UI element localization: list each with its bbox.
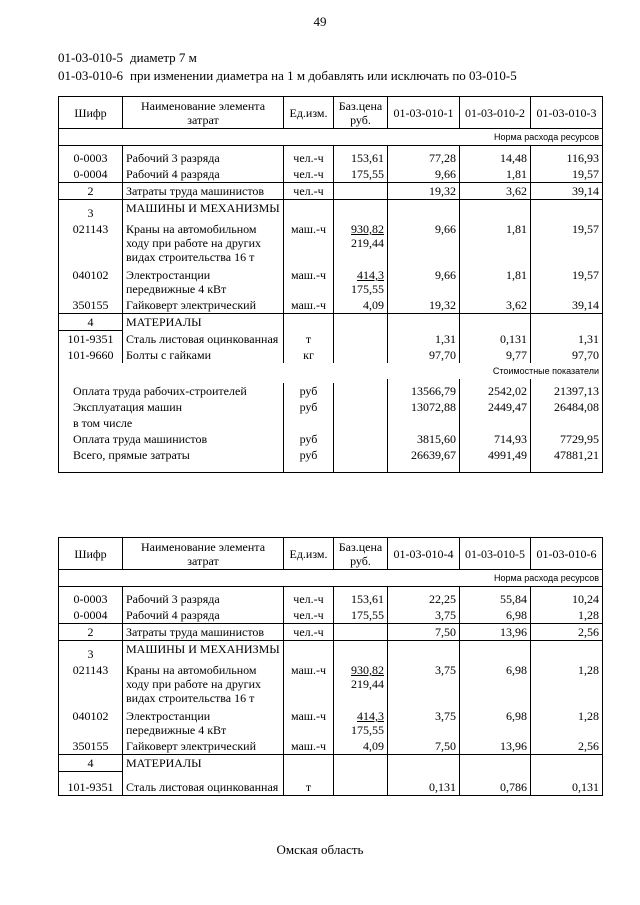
section-code: 4 (59, 755, 123, 772)
row-value: 14,48 (460, 150, 531, 166)
summary-value: 3815,60 (388, 431, 460, 447)
row-value: 9,77 (460, 347, 531, 363)
row-unit: маш.-ч (284, 221, 334, 265)
row-value: 6,98 (460, 607, 531, 624)
row-code: 101-9351 (59, 772, 123, 796)
col-header-code: 01-03-010-5 (460, 538, 531, 570)
row-value: 0,131 (388, 772, 460, 796)
row-value: 1,81 (460, 221, 531, 265)
row-value: 2,56 (531, 738, 603, 755)
row-unit: чел.-ч (284, 183, 334, 200)
row-value: 1,31 (388, 331, 460, 348)
section-row (59, 641, 603, 663)
summary-unit: руб (284, 447, 334, 473)
summary-value: 714,93 (460, 431, 531, 447)
row-value: 3,62 (460, 183, 531, 200)
header-code: 01-03-010-6 (58, 68, 123, 83)
row-value: 19,57 (531, 166, 603, 183)
row-unit: чел.-ч (284, 591, 334, 607)
row-value: 13,96 (460, 624, 531, 641)
table-row (59, 706, 603, 738)
row-value: 39,14 (531, 297, 603, 314)
table-row (59, 183, 603, 200)
summary-label: Эксплуатация машин (59, 399, 284, 415)
row-value: 3,62 (460, 297, 531, 314)
summary-label: Оплата труда машинистов (59, 431, 284, 447)
row-name: Затраты труда машинистов (123, 183, 284, 200)
table-row (59, 347, 603, 363)
row-name: Болты с гайками (123, 347, 284, 363)
table-row (59, 150, 603, 166)
row-name: Рабочий 3 разряда (123, 591, 284, 607)
section-row (59, 755, 603, 772)
row-price: 175,55 (334, 607, 388, 624)
row-value: 1,28 (531, 607, 603, 624)
row-code: 2 (59, 183, 123, 200)
row-value: 1,31 (531, 331, 603, 348)
header-line-1 (58, 50, 197, 66)
summary-value: 13566,79 (388, 383, 460, 399)
table-row (59, 624, 603, 641)
col-header-shifr: Шифр (59, 538, 123, 570)
summary-label: Всего, прямые затраты (59, 447, 284, 473)
row-price: 153,61 (334, 591, 388, 607)
summary-value: 2449,47 (460, 399, 531, 415)
summary-value: 13072,88 (388, 399, 460, 415)
col-header-shifr: Шифр (59, 97, 123, 129)
summary-label: в том числе (59, 415, 284, 431)
row-value: 0,131 (531, 772, 603, 796)
summary-value: 47881,21 (531, 447, 603, 473)
row-value: 0,786 (460, 772, 531, 796)
row-value: 0,131 (460, 331, 531, 348)
summary-unit: руб (284, 431, 334, 447)
table-row (59, 265, 603, 297)
row-unit: т (284, 772, 334, 796)
row-value: 1,81 (460, 265, 531, 297)
row-name: Электростанции передвижные 4 кВт (123, 265, 284, 297)
row-name: Гайковерт электрический (123, 297, 284, 314)
row-value: 19,57 (531, 265, 603, 297)
section-title: МАТЕРИАЛЫ (123, 755, 284, 772)
section-row (59, 200, 603, 222)
subheader-norms: Норма расхода ресурсов (59, 570, 603, 587)
table-row (59, 772, 603, 796)
subheader-cost: Стоимостные показатели (59, 363, 603, 379)
col-header-code: 01-03-010-3 (531, 97, 603, 129)
row-value: 116,93 (531, 150, 603, 166)
row-name: Краны на автомобильном ходу при работе на других видах строительства 16 т (123, 662, 284, 706)
row-name: Краны на автомобильном ходу при работе на других видах строительства 16 т (123, 221, 284, 265)
row-unit: чел.-ч (284, 624, 334, 641)
section-code: 3 (59, 641, 123, 663)
table-row (59, 738, 603, 755)
row-unit: кг (284, 347, 334, 363)
subheader-norms: Норма расхода ресурсов (59, 129, 603, 146)
row-price-secondary: 175,55 (351, 723, 384, 737)
col-header-unit: Ед.изм. (284, 97, 334, 129)
row-value: 3,75 (388, 607, 460, 624)
summary-row (59, 383, 603, 399)
summary-value: 2542,02 (460, 383, 531, 399)
row-name: Затраты труда машинистов (123, 624, 284, 641)
row-name: Гайковерт электрический (123, 738, 284, 755)
row-unit: чел.-ч (284, 607, 334, 624)
row-value: 77,28 (388, 150, 460, 166)
col-header-price: Баз.цена руб. (334, 97, 388, 129)
row-code: 040102 (59, 265, 123, 297)
row-code: 0-0004 (59, 166, 123, 183)
row-value: 9,66 (388, 265, 460, 297)
row-code: 040102 (59, 706, 123, 738)
row-value: 1,28 (531, 706, 603, 738)
col-header-price: Баз.цена руб. (334, 538, 388, 570)
row-value: 9,66 (388, 221, 460, 265)
table-row (59, 591, 603, 607)
summary-row (59, 447, 603, 473)
col-header-unit: Ед.изм. (284, 538, 334, 570)
row-value: 19,57 (531, 221, 603, 265)
resource-table-2 (58, 537, 603, 796)
row-code: 0-0004 (59, 607, 123, 624)
col-header-name: Наименование элемента затрат (123, 538, 284, 570)
row-value: 97,70 (531, 347, 603, 363)
row-code: 101-9660 (59, 347, 123, 363)
row-name: Сталь листовая оцинкованная (123, 772, 284, 796)
row-value: 13,96 (460, 738, 531, 755)
row-price: 414,3 (357, 268, 384, 282)
row-code: 350155 (59, 738, 123, 755)
row-unit: чел.-ч (284, 166, 334, 183)
summary-value: 7729,95 (531, 431, 603, 447)
row-code: 0-0003 (59, 591, 123, 607)
row-value: 3,75 (388, 662, 460, 706)
row-value: 2,56 (531, 624, 603, 641)
row-value: 10,24 (531, 591, 603, 607)
row-unit: чел.-ч (284, 150, 334, 166)
table-row (59, 166, 603, 183)
table-row (59, 607, 603, 624)
row-price: 930,82 (351, 663, 384, 677)
row-code: 021143 (59, 221, 123, 265)
row-unit: маш.-ч (284, 706, 334, 738)
row-code: 0-0003 (59, 150, 123, 166)
section-title: МАШИНЫ И МЕХАНИЗМЫ (123, 200, 284, 222)
resource-table-1 (58, 96, 603, 473)
footer-region: Омская область (276, 842, 364, 857)
row-value: 6,98 (460, 706, 531, 738)
row-value: 6,98 (460, 662, 531, 706)
row-price: 930,82 (351, 222, 384, 236)
row-price: 153,61 (334, 150, 388, 166)
row-name: Рабочий 4 разряда (123, 607, 284, 624)
summary-unit: руб (284, 383, 334, 399)
table-row (59, 662, 603, 706)
row-value: 19,32 (388, 297, 460, 314)
row-code: 021143 (59, 662, 123, 706)
header-code: 01-03-010-5 (58, 50, 123, 65)
row-price-secondary: 175,55 (351, 282, 384, 296)
row-value: 1,81 (460, 166, 531, 183)
row-unit: маш.-ч (284, 738, 334, 755)
row-price: 414,3 (357, 709, 384, 723)
summary-value: 4991,49 (460, 447, 531, 473)
section-code: 4 (59, 314, 123, 331)
row-code: 350155 (59, 297, 123, 314)
col-header-code: 01-03-010-2 (460, 97, 531, 129)
table-row (59, 331, 603, 348)
row-name: Рабочий 3 разряда (123, 150, 284, 166)
row-value: 22,25 (388, 591, 460, 607)
row-value: 97,70 (388, 347, 460, 363)
section-title: МАТЕРИАЛЫ (123, 314, 284, 331)
row-value: 7,50 (388, 738, 460, 755)
row-unit: маш.-ч (284, 297, 334, 314)
row-value: 3,75 (388, 706, 460, 738)
row-price: 4,09 (334, 297, 388, 314)
row-price-secondary: 219,44 (351, 236, 384, 250)
col-header-code: 01-03-010-6 (531, 538, 603, 570)
section-row (59, 314, 603, 331)
summary-label: Оплата труда рабочих-строителей (59, 383, 284, 399)
row-unit: маш.-ч (284, 265, 334, 297)
row-name: Рабочий 4 разряда (123, 166, 284, 183)
row-value: 9,66 (388, 166, 460, 183)
page-number: 49 (313, 14, 327, 29)
row-code: 2 (59, 624, 123, 641)
summary-row (59, 431, 603, 447)
summary-value: 21397,13 (531, 383, 603, 399)
row-price-secondary: 219,44 (351, 677, 384, 691)
section-code: 3 (59, 200, 123, 222)
col-header-code: 01-03-010-4 (388, 538, 460, 570)
table-row (59, 297, 603, 314)
header-text: диаметр 7 м (130, 50, 197, 65)
row-name: Электростанции передвижные 4 кВт (123, 706, 284, 738)
row-code: 101-9351 (59, 331, 123, 348)
section-title: МАШИНЫ И МЕХАНИЗМЫ (123, 641, 284, 663)
header-text: при изменении диаметра на 1 м добавлять или исключать по 03-010-5 (130, 68, 517, 83)
summary-value: 26484,08 (531, 399, 603, 415)
summary-value: 26639,67 (388, 447, 460, 473)
header-line-2 (58, 68, 517, 84)
col-header-code: 01-03-010-1 (388, 97, 460, 129)
summary-row (59, 399, 603, 415)
row-value: 7,50 (388, 624, 460, 641)
summary-unit: руб (284, 399, 334, 415)
row-value: 1,28 (531, 662, 603, 706)
table-row (59, 221, 603, 265)
row-value: 55,84 (460, 591, 531, 607)
row-price: 4,09 (334, 738, 388, 755)
row-name: Сталь листовая оцинкованная (123, 331, 284, 348)
summary-row (59, 415, 603, 431)
col-header-name: Наименование элемента затрат (123, 97, 284, 129)
row-value: 19,32 (388, 183, 460, 200)
row-unit: маш.-ч (284, 662, 334, 706)
row-price: 175,55 (334, 166, 388, 183)
row-unit: т (284, 331, 334, 348)
row-value: 39,14 (531, 183, 603, 200)
